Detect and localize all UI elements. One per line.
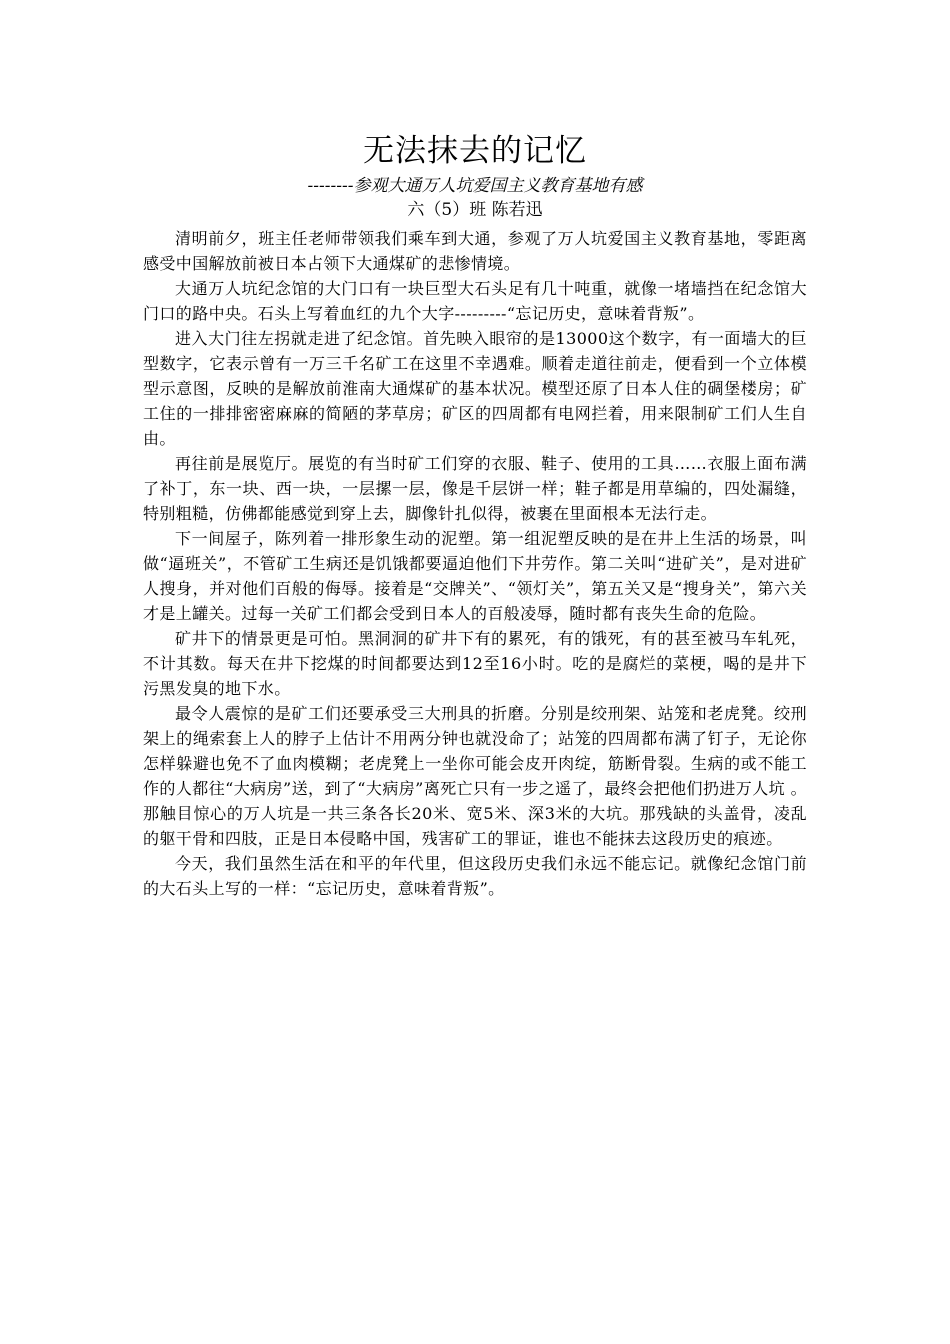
document-page bbox=[143, 128, 807, 901]
document-subtitle: --------参观大通万人坑爱国主义教育基地有感 bbox=[307, 176, 643, 196]
article-body bbox=[143, 226, 807, 901]
paragraph: 清明前夕，班主任老师带领我们乘车到大通，参观了万人坑爱国主义教育基地，零距离感受中国解放前被日本占领下大通煤矿的悲惨情境。 bbox=[143, 229, 807, 273]
document-title: 无法抹去的记忆 bbox=[363, 133, 587, 169]
paragraph: 最令人震惊的是矿工们还要承受三大刑具的折磨。分别是绞刑架、站笼和老虎凳。绞刑架上的绳索套上人的脖子上估计不用两分钟也就没命了；站笼的四周都布满了钉子，无论你怎样躲避也免不了血肉模糊；老虎凳上一坐你可能会皮开肉绽，筋断骨裂。生病的或不能工作的人都往“大病房”送，到了“大病房”离死亡只有一步之遥了，最终会把他们扔进万人坑 。那触目惊心的万人坑是一共三条各长20米、宽5米、深3米的大坑。那残缺的头盖骨，凌乱的躯干骨和四肢，正是日本侵略中国，残害矿工的罪证，谁也不能抹去这段历史的痕迹。 bbox=[143, 704, 807, 848]
author-byline: 六（5）班 陈若迅 bbox=[407, 200, 543, 220]
paragraph: 今天，我们虽然生活在和平的年代里，但这段历史我们永远不能忘记。就像纪念馆门前的大石头上写的一样：“忘记历史，意味着背叛”。 bbox=[143, 854, 807, 898]
paragraph: 再往前是展览厅。展览的有当时矿工们穿的衣服、鞋子、使用的工具……衣服上面布满了补丁，东一块、西一块，一层摞一层，像是千层饼一样；鞋子都是用草编的，四处漏缝，特别粗糙，仿佛都能感觉到穿上去，脚像针扎似得，被裹在里面根本无法行走。 bbox=[143, 454, 807, 523]
paragraph: 下一间屋子，陈列着一排形象生动的泥塑。第一组泥塑反映的是在井上生活的场景，叫做“逼班关”，不管矿工生病还是饥饿都要逼迫他们下井劳作。第二关叫“进矿关”，是对进矿人搜身，并对他们百般的侮辱。接着是“交牌关”、“领灯关”，第五关又是“搜身关”，第六关才是上罐关。过每一关矿工们都会受到日本人的百般凌辱，随时都有丧失生命的危险。 bbox=[143, 529, 807, 623]
paragraph: 大通万人坑纪念馆的大门口有一块巨型大石头足有几十吨重，就像一堵墙挡在纪念馆大门口的路中央。石头上写着血红的九个大字---------“忘记历史，意味着背叛”。 bbox=[143, 279, 807, 323]
paragraph: 进入大门往左拐就走进了纪念馆。首先映入眼帘的是13000这个数字，有一面墙大的巨型数字，它表示曾有一万三千名矿工在这里不幸遇难。顺着走道往前走，便看到一个立体模型示意图，反映的是解放前淮南大通煤矿的基本状况。模型还原了日本人住的碉堡楼房；矿工住的一排排密密麻麻的简陋的茅草房；矿区的四周都有电网拦着，用来限制矿工们人生自由。 bbox=[143, 329, 807, 448]
paragraph: 矿井下的情景更是可怕。黑洞洞的矿井下有的累死，有的饿死，有的甚至被马车轧死，不计其数。每天在井下挖煤的时间都要达到12至16小时。吃的是腐烂的菜梗，喝的是井下污黑发臭的地下水。 bbox=[143, 629, 807, 698]
